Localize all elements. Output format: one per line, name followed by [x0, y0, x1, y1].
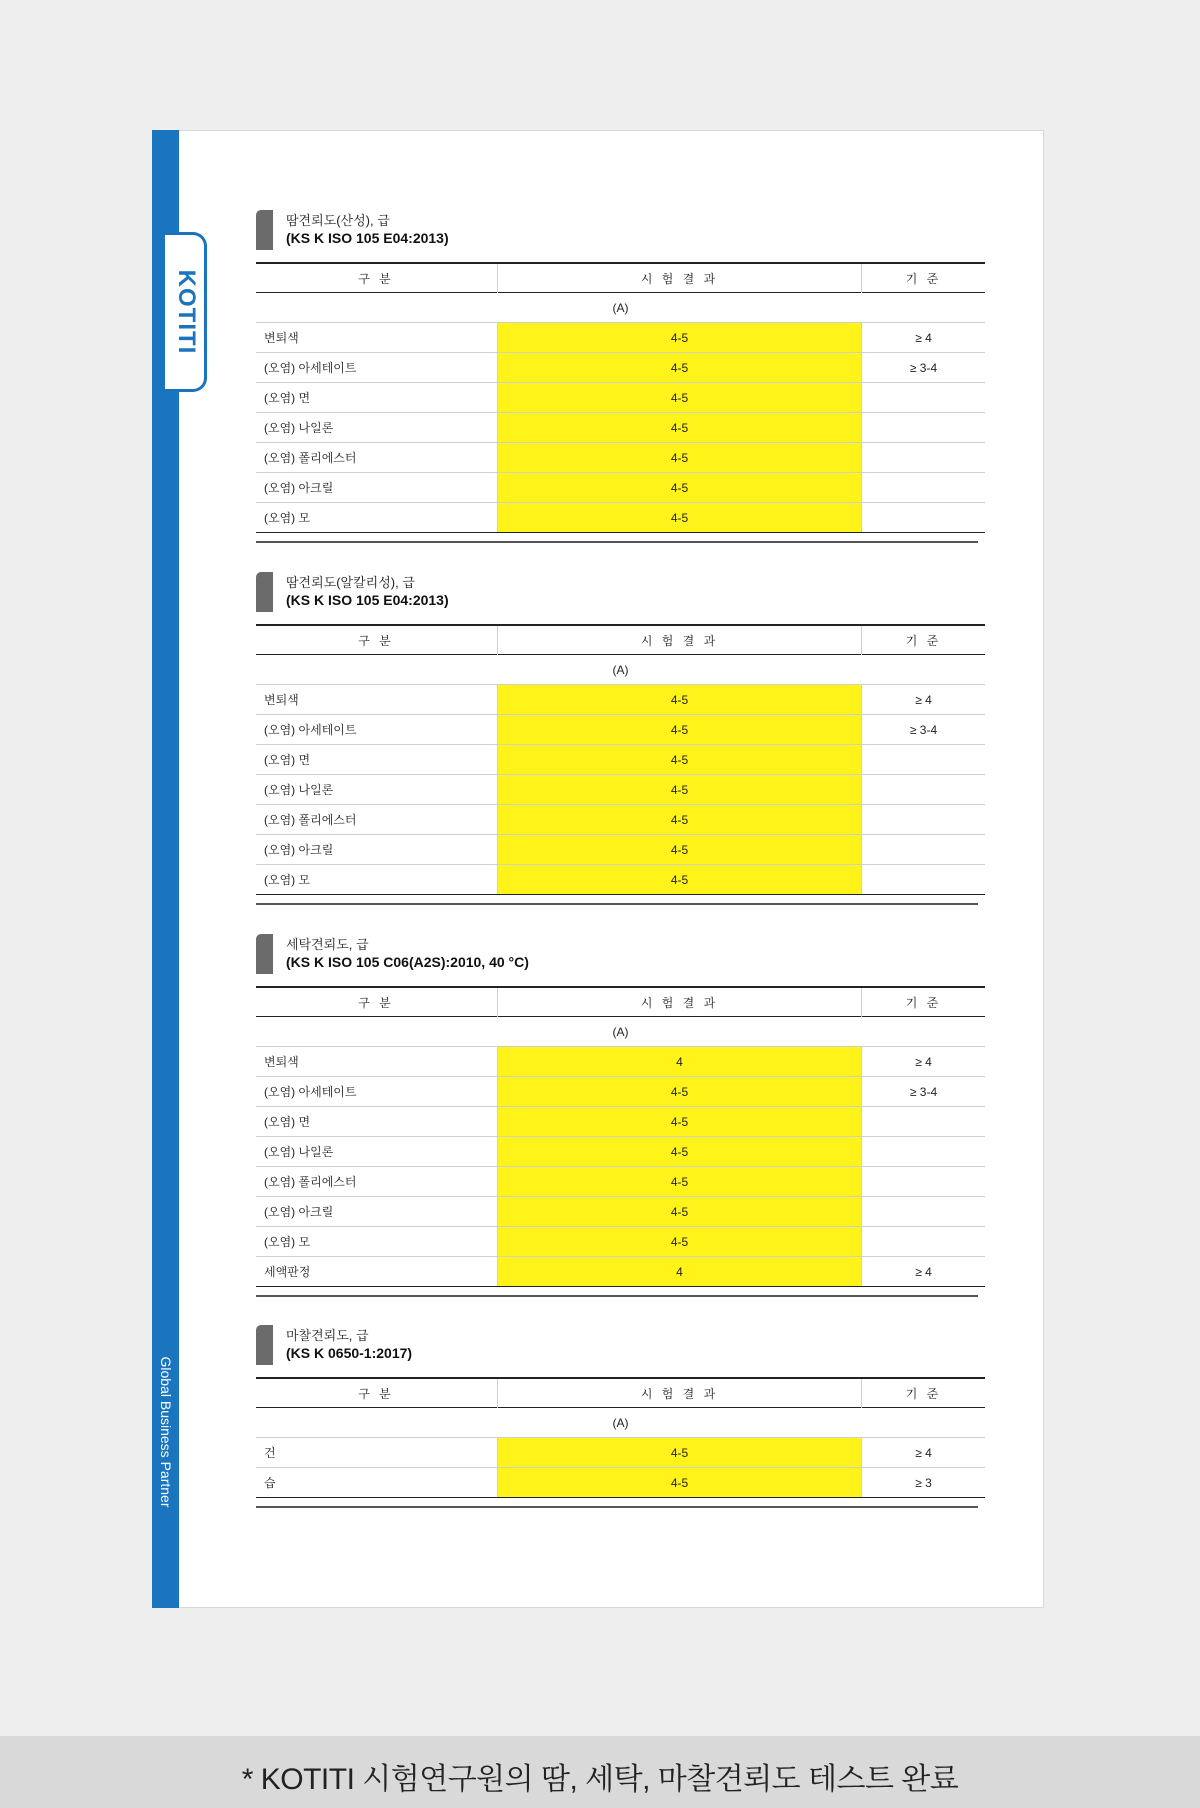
row-label: 습: [256, 1468, 498, 1498]
table-row: [256, 685, 985, 715]
table-row: [256, 1047, 985, 1077]
row-result: 4-5: [498, 1197, 862, 1227]
table-row: [256, 413, 985, 443]
col-header-criterion: 기 준: [905, 271, 942, 286]
col-header-criterion: 기 준: [905, 995, 942, 1010]
table-row: [256, 503, 985, 533]
row-criterion: ≥ 3-4: [862, 353, 986, 383]
row-criterion: [862, 805, 986, 835]
row-result: 4: [498, 1047, 862, 1077]
col-header-result: 시 험 결 과: [498, 1378, 862, 1408]
row-criterion: [862, 775, 986, 805]
result-table: [256, 262, 985, 533]
row-criterion: [862, 835, 986, 865]
table-row: [256, 1167, 985, 1197]
row-result: 4-5: [498, 775, 862, 805]
row-criterion: ≥ 3-4: [862, 1077, 986, 1107]
section-title: 땀견뢰도(산성), 급: [286, 213, 390, 228]
section-title: 땀견뢰도(알칼리성), 급: [286, 575, 415, 590]
row-result: 4-5: [498, 1077, 862, 1107]
row-label: (오염) 면: [256, 745, 498, 775]
row-result: 4-5: [498, 1137, 862, 1167]
section-end-line: [256, 903, 978, 905]
table-row: [256, 353, 985, 383]
col-header-category: 구 분: [358, 271, 394, 286]
row-label: (오염) 나일론: [256, 1137, 498, 1167]
section-marker: [256, 1325, 273, 1365]
section-title: 마찰견뢰도, 급: [286, 1328, 369, 1343]
row-result: 4-5: [498, 323, 862, 353]
table-row: [256, 1438, 985, 1468]
tagline: Global Business Partner: [158, 1356, 174, 1508]
row-result: 4-5: [498, 805, 862, 835]
col-header-category: 구 분: [358, 1386, 394, 1401]
row-criterion: [862, 1107, 986, 1137]
row-label: (오염) 폴리에스터: [256, 805, 498, 835]
table-row: [256, 1468, 985, 1498]
row-result: 4-5: [498, 353, 862, 383]
row-label: (오염) 나일론: [256, 413, 498, 443]
test-section: [256, 570, 978, 905]
result-table: [256, 986, 985, 1287]
sample-row: [256, 1017, 985, 1047]
kotiti-logo: KOTITI: [173, 269, 200, 355]
row-result: 4-5: [498, 1227, 862, 1257]
row-result: 4-5: [498, 413, 862, 443]
row-label: 변퇴색: [256, 685, 498, 715]
row-criterion: ≥ 4: [862, 685, 986, 715]
row-criterion: ≥ 3-4: [862, 715, 986, 745]
row-criterion: ≥ 4: [862, 1257, 986, 1287]
row-criterion: [862, 443, 986, 473]
row-label: (오염) 면: [256, 1107, 498, 1137]
test-section: [256, 208, 978, 543]
section-header: [256, 208, 978, 252]
row-criterion: ≥ 4: [862, 1047, 986, 1077]
section-marker: [256, 572, 273, 612]
row-label: 변퇴색: [256, 323, 498, 353]
section-title: 세탁견뢰도, 급: [286, 937, 369, 952]
row-label: (오염) 폴리에스터: [256, 443, 498, 473]
row-result: 4-5: [498, 443, 862, 473]
table-row: [256, 1077, 985, 1107]
table-row: [256, 383, 985, 413]
section-end-line: [256, 1506, 978, 1508]
row-result: 4-5: [498, 1167, 862, 1197]
row-label: (오염) 아크릴: [256, 473, 498, 503]
sample-row: [256, 655, 985, 685]
section-header: [256, 570, 978, 614]
row-result: 4-5: [498, 745, 862, 775]
row-criterion: [862, 1197, 986, 1227]
row-label: (오염) 폴리에스터: [256, 1167, 498, 1197]
row-label: (오염) 아세테이트: [256, 1077, 498, 1107]
row-label: (오염) 아세테이트: [256, 715, 498, 745]
row-label: (오염) 아크릴: [256, 1197, 498, 1227]
row-criterion: [862, 1167, 986, 1197]
test-section: [256, 932, 978, 1297]
row-label: 변퇴색: [256, 1047, 498, 1077]
row-criterion: ≥ 4: [862, 1438, 986, 1468]
section-marker: [256, 210, 273, 250]
row-result: 4-5: [498, 1107, 862, 1137]
row-criterion: [862, 383, 986, 413]
col-header-criterion: 기 준: [905, 633, 942, 648]
row-criterion: [862, 1137, 986, 1167]
table-header-row: [256, 625, 985, 655]
table-row: [256, 775, 985, 805]
sample-label: (A): [256, 655, 985, 685]
row-result: 4-5: [498, 1438, 862, 1468]
table-header-row: [256, 263, 985, 293]
col-header-category: 구 분: [358, 633, 394, 648]
table-row: [256, 323, 985, 353]
row-label: (오염) 모: [256, 865, 498, 895]
section-marker: [256, 934, 273, 974]
sample-label: (A): [256, 1408, 985, 1438]
table-header-row: [256, 987, 985, 1017]
table-row: [256, 1227, 985, 1257]
sample-row: [256, 293, 985, 323]
row-result: 4-5: [498, 715, 862, 745]
table-row: [256, 865, 985, 895]
row-label: (오염) 나일론: [256, 775, 498, 805]
table-header-row: [256, 1378, 985, 1408]
row-result: 4: [498, 1257, 862, 1287]
row-result: 4-5: [498, 383, 862, 413]
section-header: [256, 932, 978, 976]
row-label: (오염) 면: [256, 383, 498, 413]
row-result: 4-5: [498, 835, 862, 865]
section-header: [256, 1323, 978, 1367]
row-label: (오염) 모: [256, 503, 498, 533]
table-row: [256, 473, 985, 503]
table-row: [256, 1197, 985, 1227]
result-table: [256, 624, 985, 895]
test-section: [256, 1323, 978, 1508]
row-result: 4-5: [498, 503, 862, 533]
row-label: 건: [256, 1438, 498, 1468]
row-label: 세액판정: [256, 1257, 498, 1287]
table-row: [256, 1107, 985, 1137]
section-standard: (KS K ISO 105 C06(A2S):2010, 40 °C): [286, 954, 529, 970]
row-criterion: ≥ 4: [862, 323, 986, 353]
table-row: [256, 745, 985, 775]
row-criterion: [862, 865, 986, 895]
row-criterion: [862, 503, 986, 533]
col-header-category: 구 분: [358, 995, 394, 1010]
row-result: 4-5: [498, 685, 862, 715]
row-result: 4-5: [498, 473, 862, 503]
caption: * KOTITI 시험연구원의 땀, 세탁, 마찰견뢰도 테스트 완료: [241, 1763, 959, 1796]
table-row: [256, 715, 985, 745]
row-label: (오염) 모: [256, 1227, 498, 1257]
row-label: (오염) 아세테이트: [256, 353, 498, 383]
section-end-line: [256, 1295, 978, 1297]
row-result: 4-5: [498, 1468, 862, 1498]
section-standard: (KS K 0650-1:2017): [286, 1345, 413, 1361]
table-row: [256, 1137, 985, 1167]
row-label: (오염) 아크릴: [256, 835, 498, 865]
row-criterion: ≥ 3: [862, 1468, 986, 1498]
col-header-result: 시 험 결 과: [498, 987, 862, 1017]
col-header-result: 시 험 결 과: [498, 625, 862, 655]
table-row: [256, 835, 985, 865]
row-result: 4-5: [498, 865, 862, 895]
row-criterion: [862, 745, 986, 775]
row-criterion: [862, 413, 986, 443]
sample-label: (A): [256, 293, 985, 323]
sample-label: (A): [256, 1017, 985, 1047]
col-header-result: 시 험 결 과: [498, 263, 862, 293]
table-row: [256, 1257, 985, 1287]
sample-row: [256, 1408, 985, 1438]
section-end-line: [256, 541, 978, 543]
row-criterion: [862, 1227, 986, 1257]
result-table: [256, 1377, 985, 1498]
section-standard: (KS K ISO 105 E04:2013): [286, 230, 449, 246]
section-standard: (KS K ISO 105 E04:2013): [286, 592, 449, 608]
row-criterion: [862, 473, 986, 503]
table-row: [256, 805, 985, 835]
col-header-criterion: 기 준: [905, 1386, 942, 1401]
table-row: [256, 443, 985, 473]
